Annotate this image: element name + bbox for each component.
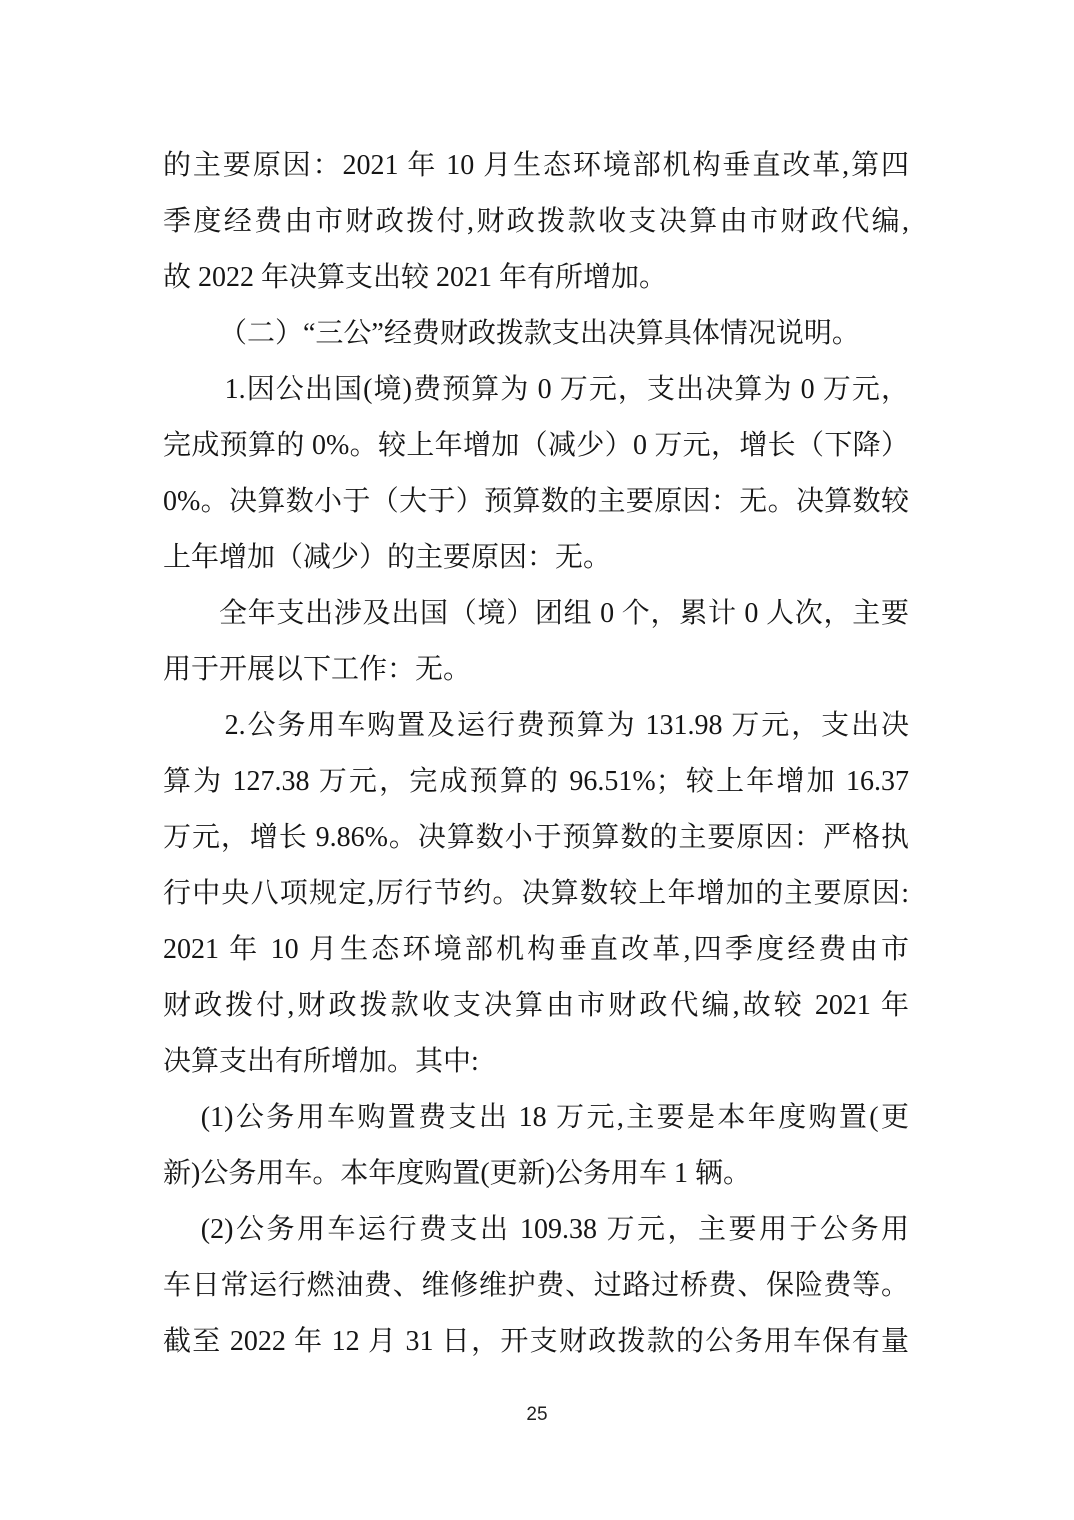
text-line: 万元，增长 9.86%。决算数小于预算数的主要原因：严格执: [163, 822, 909, 853]
text-line: 故 2022 年决算支出较 2021 年有所增加。: [163, 262, 668, 293]
text-line: 截至 2022 年 12 月 31 日，开支财政拨款的公务用车保有量: [163, 1326, 909, 1357]
text-line: 0%。决算数小于（大于）预算数的主要原因：无。决算数较: [163, 486, 909, 517]
text-line: 全年支出涉及出国（境）团组 0 个，累计 0 人次，主要: [219, 598, 909, 629]
text-line: 完成预算的 0%。较上年增加（减少）0 万元，增长（下降）: [163, 430, 909, 461]
text-line: 算为 127.38 万元，完成预算的 96.51%；较上年增加 16.37: [163, 766, 909, 797]
section-heading: （二）“三公”经费财政拨款支出决算具体情况说明。: [219, 318, 860, 349]
text-line: 行中央八项规定,厉行节约。决算数较上年增加的主要原因:: [163, 878, 909, 909]
text-line: 2021 年 10 月生态环境部机构垂直改革,四季度经费由市: [163, 934, 909, 965]
text-line: 用于开展以下工作：无。: [163, 654, 472, 685]
text-line: 车日常运行燃油费、维修维护费、过路过桥费、保险费等。: [163, 1270, 909, 1301]
text-line: 新)公务用车。本年度购置(更新)公务用车 1 辆。: [163, 1158, 751, 1189]
text-line: (2)公务用车运行费支出 109.38 万元，主要用于公务用: [200, 1214, 909, 1245]
text-line: 上年增加（减少）的主要原因：无。: [163, 542, 612, 573]
text-line: 决算支出有所增加。其中:: [163, 1046, 479, 1077]
page-number: 25: [526, 1404, 548, 1425]
text-line: 的主要原因：2021 年 10 月生态环境部机构垂直改革,第四: [163, 150, 909, 181]
text-line: 1.因公出国(境)费预算为 0 万元，支出决算为 0 万元，: [224, 374, 909, 405]
document-text: [163, 138, 909, 1370]
text-line: 2.公务用车购置及运行费预算为 131.98 万元，支出决: [224, 710, 909, 741]
text-line: (1)公务用车购置费支出 18 万元,主要是本年度购置(更: [200, 1102, 909, 1133]
text-line: 财政拨付,财政拨款收支决算由市财政代编,故较 2021 年: [163, 990, 909, 1021]
text-line: 季度经费由市财政拨付,财政拨款收支决算由市财政代编,: [163, 206, 909, 237]
